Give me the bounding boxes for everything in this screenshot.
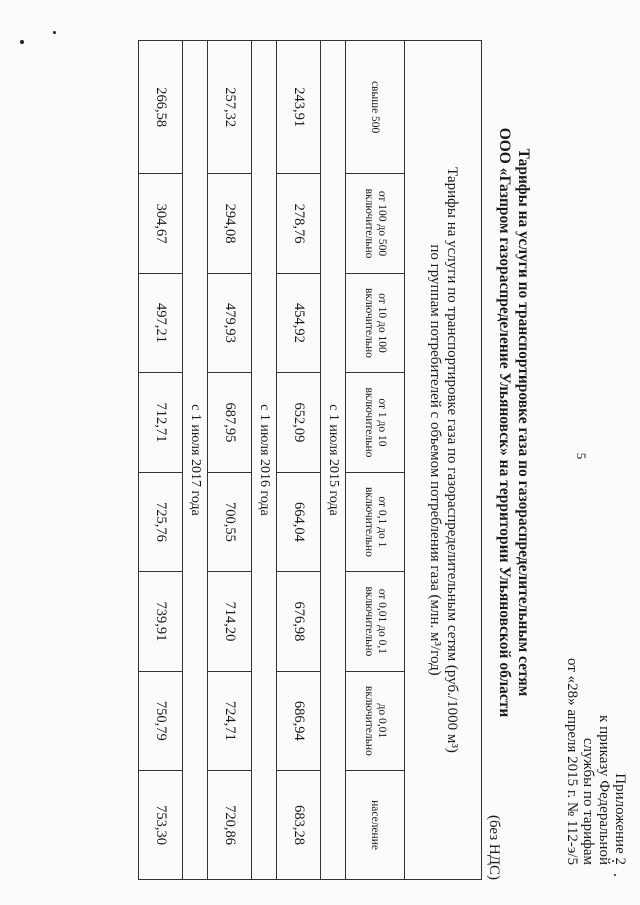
- table-cell: 725,76: [139, 472, 183, 571]
- table-cell: 750,79: [139, 671, 183, 770]
- column-header: население: [346, 771, 405, 880]
- table-header: [405, 41, 482, 880]
- table-cell: 687,95: [208, 373, 252, 472]
- table-cell: 753,30: [139, 771, 183, 880]
- table-cell: 243,91: [277, 41, 321, 174]
- table-row: [277, 41, 321, 880]
- appendix-line: от «28» апреля 2015 г. № 112-э/5: [564, 658, 580, 865]
- table-cell: 686,94: [277, 671, 321, 770]
- table-cell: 278,76: [277, 174, 321, 273]
- table-cell: 683,28: [277, 771, 321, 880]
- table-header-line: по группам потребителей с объемом потребления газа (млн. м³/год): [427, 244, 443, 676]
- table-cell: 676,98: [277, 572, 321, 671]
- appendix-note: [564, 600, 628, 865]
- column-header: до 0,01 включительно: [346, 671, 405, 770]
- period-row: с 1 июля 2016 года: [252, 41, 277, 880]
- column-header: от 100 до 500 включительно: [346, 174, 405, 273]
- table-row: [208, 41, 252, 880]
- column-header: от 0,01 до 0,1 включительно: [346, 572, 405, 671]
- table-cell: 664,04: [277, 472, 321, 571]
- vat-note: (без НДС): [486, 814, 502, 880]
- page-number: 5: [574, 452, 589, 460]
- table-cell: 257,32: [208, 41, 252, 174]
- title-line: ООО «Газпром газораспределение Ульяновск» на территории Ульяновской области: [496, 127, 513, 718]
- table-row: [139, 41, 183, 880]
- table-cell: 724,71: [208, 671, 252, 770]
- appendix-line: к приказу Федеральной: [596, 715, 612, 865]
- table-cell: 652,09: [277, 373, 321, 472]
- table-cell: 739,91: [139, 572, 183, 671]
- table-cell: 479,93: [208, 273, 252, 372]
- tariff-table: [138, 40, 482, 880]
- table-cell: 714,20: [208, 572, 252, 671]
- table-header-line: Тарифы на услуги по транспортировке газа по газораспределительным сетям (руб./1000 м³): [444, 167, 460, 753]
- table-cell: 700,55: [208, 472, 252, 571]
- column-header: от 1 до 10 включительно: [346, 373, 405, 472]
- table-cell: 266,58: [139, 41, 183, 174]
- column-header: от 0,1 до 1 включительно: [346, 472, 405, 571]
- table-cell: 497,21: [139, 273, 183, 372]
- table-cell: 712,71: [139, 373, 183, 472]
- period-row: с 1 июля 2017 года: [183, 41, 208, 880]
- table-cell: 720,86: [208, 771, 252, 880]
- appendix-line: службы по тарифам: [580, 737, 596, 865]
- appendix-line: Приложение 2: [612, 773, 628, 865]
- document-title: [495, 20, 533, 825]
- table-cell: 294,08: [208, 174, 252, 273]
- column-header: свыше 500: [346, 41, 405, 174]
- title-line: Тарифы на услуги по транспортировке газа по газораспределительным сетям: [515, 148, 532, 697]
- column-header: от 10 до 100 включительно: [346, 273, 405, 372]
- table-cell: 454,92: [277, 273, 321, 372]
- table-cell: 304,67: [139, 174, 183, 273]
- period-row: с 1 июля 2015 года: [321, 41, 346, 880]
